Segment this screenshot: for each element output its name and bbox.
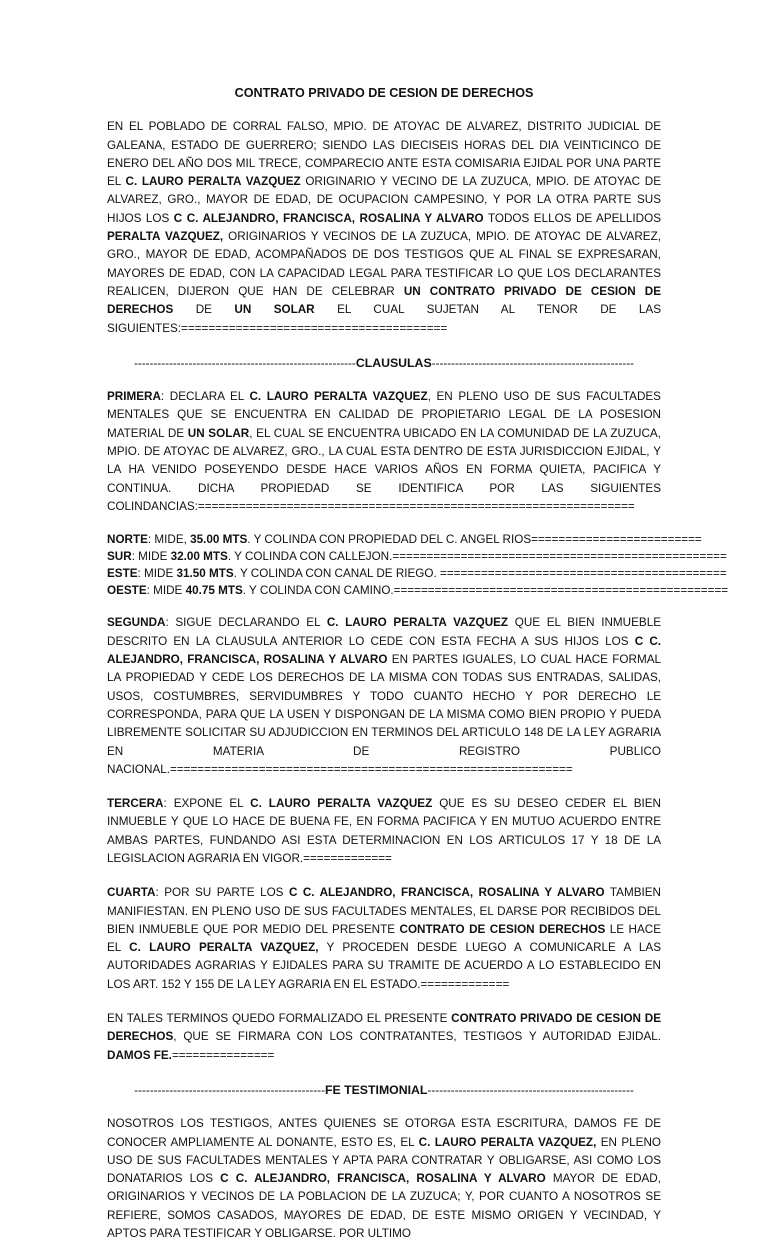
boundary-oeste: OESTE: MIDE 40.75 MTS. Y COLINDA CON CAMINO.================================================= [107,583,729,597]
intro-paragraph: EN EL POBLADO DE CORRAL FALSO, MPIO. DE ATOYAC DE ALVAREZ, DISTRITO JUDICIAL DE GALEANA, ESTADO DE GUERRERO; SIENDO LAS DIECISEIS HORAS DEL DIA VEINTICINCO DE ENERO DEL AÑO DOS MIL TRECE, COMPARECIO ANTE ESTA COMISARIA EJIDAL POR UNA PARTE EL C. LAURO PERALTA VAZQUEZ ORIGINARIO Y VECINO DE LA ZUZUCA, MPIO. DE ATOYAC DE ALVAREZ, GRO., MAYOR DE EDAD, DE OCUPACION CAMPESINO, Y POR LA OTRA PARTE SUS HIJOS LOS C C. ALEJANDRO, FRANCISCA, ROSALINA Y ALVARO TODOS ELLOS DE APELLIDOS PERALTA VAZQUEZ, ORIGINARIOS Y VECINOS DE LA ZUZUCA, MPIO. DE ATOYAC DE ALVAREZ, GRO., MAYOR DE EDAD, ACOMPAÑADOS DE DOS TESTIGOS QUE AL FINAL SE EXPRESARAN, MAYORES DE EDAD, CON LA CAPACIDAD LEGAL PARA TESTIFICAR LO QUE LOS DECLARANTES REALICEN, DIJERON QUE HAN DE CELEBRAR UN CONTRATO PRIVADO DE CESION DE DERECHOS DE UN SOLAR EL CUAL SUJETAN AL TENOR DE LAS SIGUIENTES:======================================= [107,120,662,335]
document-title: CONTRATO PRIVADO DE CESION DE DERECHOS [234,86,534,100]
clause-tercera: TERCERA: EXPONE EL C. LAURO PERALTA VAZQUEZ QUE ES SU DESEO CEDER EL BIEN INMUEBLE Y QUE LO HACE DE BUENA FE, EN FORMA PACIFICA Y EN MUTUO ACUERDO ENTRE AMBAS PARTES, FUNDANDO ASI ESTA DETERMINACION EN LOS ARTICULOS 17 Y 18 DE LA LEGISLACION AGRARIA EN VIGOR.============= [107,797,661,865]
fe-testimonial-separator: -------------------------------------------------FE TESTIMONIAL----------------------------------------------------- [134,1082,634,1097]
boundaries-list [107,532,729,599]
boundary-este: ESTE: MIDE 31.50 MTS. Y COLINDA CON CANAL DE RIEGO. ========================================== [107,566,727,580]
boundary-sur: SUR: MIDE 32.00 MTS. Y COLINDA CON CALLEJON.================================================= [107,550,727,564]
clause-segunda: SEGUNDA: SIGUE DECLARANDO EL C. LAURO PERALTA VAZQUEZ QUE EL BIEN INMUEBLE DESCRITO EN LA CLAUSULA ANTERIOR LO CEDE CON ESTA FECHA A SUS HIJOS LOS C C. ALEJANDRO, FRANCISCA, ROSALINA Y ALVARO EN PARTES IGUALES, LO CUAL HACE FORMAL LA PROPIEDAD Y CEDE LOS DERECHOS DE LA MISMA CON TODAS SUS ENTRADAS, SALIDAS, USOS, COSTUMBRES, SERVIDUMBRES Y TODO CUANTO HECHO Y POR DERECHO LE CORRESPONDA, PARA QUE LA USEN Y DISPONGAN DE LA MISMA COMO BIEN PROPIO Y PUEDA LIBREMENTE SOLICITAR SU ADJUDICCION EN TERMINOS DEL ARTICULO 148 DE LA LEY AGRARIA EN MATERIA DE REGISTRO PUBLICO NACIONAL.=========================================================== [107,616,662,776]
contract-document [107,84,729,1259]
fe-testimonial-paragraph: NOSOTROS LOS TESTIGOS, ANTES QUIENES SE OTORGA ESTA ESCRITURA, DAMOS FE DE CONOCER AMPLIAMENTE AL DONANTE, ESTO ES, EL C. LAURO PERALTA VAZQUEZ, EN PLENO USO DE SUS FACULTADES MENTALES Y APTA PARA CONTRATAR Y OBLIGARSE, ASI COMO LOS DONATARIOS LOS C C. ALEJANDRO, FRANCISCA, ROSALINA Y ALVARO MAYOR DE EDAD, ORIGINARIOS Y VECINOS DE LA POBLACION DE LA ZUZUCA; Y, POR CUANTO A NOSOTROS SE REFIERE, SOMOS CASADOS, MAYORES DE EDAD, DE ESTE MISMO ORIGEN Y VECINDAD, Y APTOS PARA TESTIFICAR Y OBLIGARSE. POR ULTIMO [107,1117,661,1241]
clause-primera: PRIMERA: DECLARA EL C. LAURO PERALTA VAZQUEZ, EN PLENO USO DE SUS FACULTADES MENTALES QUE SE ENCUENTRA EN CALIDAD DE PROPIETARIO LEGAL DE LA POSESION MATERIAL DE UN SOLAR, EL CUAL SE ENCUENTRA UBICADO EN LA COMUNIDAD DE LA ZUZUCA, MPIO. DE ATOYAC DE ALVAREZ, GRO., LA CUAL ESTA DENTRO DE ESTA JURISDICCION EJIDAL, Y LA HA VENIDO POSEYENDO DESDE HACE VARIOS AÑOS EN FORMA QUIETA, PACIFICA Y CONTINUA. DICHA PROPIEDAD SE IDENTIFICA POR LAS SIGUIENTES COLINDANCIAS:================================================================ [107,390,661,513]
clause-cuarta: CUARTA: POR SU PARTE LOS C C. ALEJANDRO, FRANCISCA, ROSALINA Y ALVARO TAMBIEN MANIFIESTAN. EN PLENO USO DE SUS FACULTADES MENTALES, EL DARSE POR RECIBIDOS DEL BIEN INMUEBLE QUE POR MEDIO DEL PRESENTE CONTRATO DE CESION DERECHOS LE HACE EL C. LAURO PERALTA VAZQUEZ, Y PROCEDEN DESDE LUEGO A COMUNICARLE A LAS AUTORIDADES AGRARIAS Y EJIDALES PARA SU TRAMITE DE ACUERDO A LO ESTABLECIDO EN LOS ART. 152 Y 155 DE LA LEY AGRARIA EN EL ESTADO.============= [107,886,661,991]
clausulas-separator: ---------------------------------------------------------CLAUSULAS---------------------------------------------------- [133,355,635,370]
boundary-norte: NORTE: MIDE, 35.00 MTS. Y COLINDA CON PROPIEDAD DEL C. ANGEL RIOS========================= [107,533,702,547]
closing-paragraph: EN TALES TERMINOS QUEDO FORMALIZADO EL PRESENTE CONTRATO PRIVADO DE CESION DE DERECHOS, QUE SE FIRMARA CON LOS CONTRATANTES, TESTIGOS Y AUTORIDAD EJIDAL. DAMOS FE.=============== [107,1012,661,1062]
